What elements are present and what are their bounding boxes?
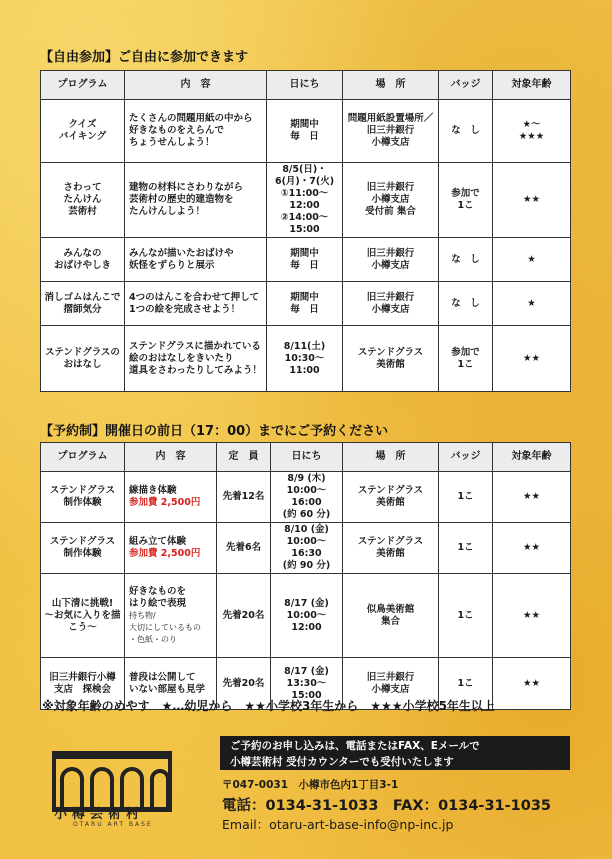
place-cell: 問題用紙設置場所／ 旧三井銀行 小樽支店 [343, 100, 439, 163]
info-line-1: ご予約のお申し込みは、電話またはFAX、Eメールで [230, 740, 480, 752]
free-events-table [40, 70, 571, 392]
badge-cell: な し [439, 100, 493, 163]
program-cell: ステンドグラス 制作体験 [41, 523, 125, 574]
table-row [41, 472, 571, 523]
age-cell: ★★ [493, 658, 571, 710]
table-row [41, 282, 571, 326]
phone-fax-text[interactable]: 電話：0134-31-1033 FAX：0134-31-1035 [222, 798, 551, 814]
date-cell: 8/17 (金) 13:30〜 15:00 [271, 658, 343, 710]
belongings-note: 持ち物/ 大切にしているもの ・色紙・のり [129, 610, 201, 644]
badge-cell: 1こ [439, 574, 493, 658]
reservation-events-table [40, 442, 571, 710]
header-place: 場 所 [343, 443, 439, 472]
capacity-cell: 先着20名 [217, 658, 271, 710]
date-cell: 8/17 (金) 10:00〜 12:00 [271, 574, 343, 658]
badge-cell: な し [439, 238, 493, 282]
header-badge: バッジ [439, 71, 493, 100]
table-row [41, 238, 571, 282]
content-cell: 4つのはんこを合わせて押して 1つの絵を完成させよう！ [125, 282, 267, 326]
program-cell: クイズ バイキング [41, 100, 125, 163]
content-cell: 普段は公開して いない部屋も見学 [125, 658, 217, 710]
section1-title: 【自由参加】ご自由に参加できます [40, 50, 249, 65]
content-cell: ステンドグラスに描かれている 絵のおはなしをきいたり 道具をさわったりしてみよう！ [125, 326, 267, 392]
program-cell: ステンドグラス 制作体験 [41, 472, 125, 523]
capacity-cell: 先着6名 [217, 523, 271, 574]
fee-text: 参加費 2,500円 [129, 497, 201, 508]
age-cell: ★★ [493, 472, 571, 523]
table-header-row [41, 443, 571, 472]
info-line-2: 小樽芸術村 受付カウンターでも受付いたします [230, 756, 454, 768]
place-cell: ステンドグラス 美術館 [343, 523, 439, 574]
header-program: プログラム [41, 71, 125, 100]
badge-cell: 1こ [439, 658, 493, 710]
content-cell [125, 574, 217, 658]
place-cell: 旧三井銀行 小樽支店 [343, 282, 439, 326]
content-cell: みんなが描いたおばけや 妖怪をずらりと展示 [125, 238, 267, 282]
badge-cell: 参加で 1こ [439, 326, 493, 392]
header-place: 場 所 [343, 71, 439, 100]
age-cell: ★〜 ★★★ [493, 100, 571, 163]
header-content: 内 容 [125, 443, 217, 472]
place-cell: 旧三井銀行 小樽支店 [343, 238, 439, 282]
age-cell: ★★ [493, 574, 571, 658]
age-cell: ★★ [493, 326, 571, 392]
reservation-info-box [220, 736, 570, 770]
place-cell: ステンドグラス 美術館 [343, 326, 439, 392]
date-cell: 期間中 毎 日 [267, 282, 343, 326]
header-age: 対象年齢 [493, 443, 571, 472]
badge-cell: 1こ [439, 472, 493, 523]
badge-cell: 参加で 1こ [439, 163, 493, 238]
program-cell: 消しゴムはんこで 摺師気分 [41, 282, 125, 326]
program-cell: さわって たんけん 芸術村 [41, 163, 125, 238]
age-cell: ★★ [493, 523, 571, 574]
content-text: 線描き体験 [129, 485, 177, 496]
header-date: 日にち [271, 443, 343, 472]
date-cell: 8/9 (木) 10:00〜16:00 (約 60 分) [271, 472, 343, 523]
place-cell: 旧三井銀行 小樽支店 受付前 集合 [343, 163, 439, 238]
content-cell [125, 472, 217, 523]
logo-subtitle: OTARU ART BASE [73, 821, 153, 828]
table-row [41, 326, 571, 392]
table-row [41, 523, 571, 574]
date-cell: 8/10 (金) 10:00〜16:30 (約 90 分) [271, 523, 343, 574]
header-date: 日にち [267, 71, 343, 100]
badge-cell: な し [439, 282, 493, 326]
email-link[interactable]: Email：otaru-art-base-info@np-inc.jp [222, 817, 454, 832]
program-cell: みんなの おばけやしき [41, 238, 125, 282]
table-row [41, 163, 571, 238]
header-capacity: 定 員 [217, 443, 271, 472]
badge-cell: 1こ [439, 523, 493, 574]
content-cell: 建物の材料にさわりながら 芸術村の歴史的建造物を たんけんしよう！ [125, 163, 267, 238]
place-cell: 旧三井銀行 小樽支店 [343, 658, 439, 710]
header-age: 対象年齢 [493, 71, 571, 100]
date-cell: 期間中 毎 日 [267, 100, 343, 163]
content-cell: たくさんの問題用紙の中から 好きなものをえらんで ちょうせんしよう！ [125, 100, 267, 163]
logo-name: 小樽芸術村 [54, 807, 145, 822]
place-cell: 似鳥美術館 集合 [343, 574, 439, 658]
header-program: プログラム [41, 443, 125, 472]
capacity-cell: 先着20名 [217, 574, 271, 658]
header-badge: バッジ [439, 443, 493, 472]
age-cell: ★ [493, 282, 571, 326]
program-cell: 山下清に挑戦! 〜お気に入りを描こう〜 [41, 574, 125, 658]
age-guide: ※対象年齢のめやす ★…幼児から ★★小学校3年生から ★★★小学校5年生以上 [42, 699, 495, 713]
table-row [41, 100, 571, 163]
fee-text: 参加費 2,500円 [129, 548, 201, 559]
program-cell: 旧三井銀行小樽 支店 探検会 [41, 658, 125, 710]
table-header-row [41, 71, 571, 100]
section2-title: 【予約制】開催日の前日（17：00）までにご予約ください [40, 424, 389, 439]
age-cell: ★ [493, 238, 571, 282]
age-cell: ★★ [493, 163, 571, 238]
program-cell: ステンドグラスの おはなし [41, 326, 125, 392]
table-row [41, 574, 571, 658]
address-text: 〒047-0031 小樽市色内1丁目3-1 [222, 779, 399, 791]
content-text: 組み立て体験 [129, 536, 187, 547]
date-cell: 8/5(日)・ 6(月)・7(火) ①11:00〜12:00 ②14:00〜15:00 [267, 163, 343, 238]
capacity-cell: 先着12名 [217, 472, 271, 523]
date-cell: 8/11(土) 10:30〜 11:00 [267, 326, 343, 392]
content-cell [125, 523, 217, 574]
date-cell: 期間中 毎 日 [267, 238, 343, 282]
content-text: 好きなものを はり絵で表現 [129, 585, 187, 609]
place-cell: ステンドグラス 美術館 [343, 472, 439, 523]
header-content: 内 容 [125, 71, 267, 100]
